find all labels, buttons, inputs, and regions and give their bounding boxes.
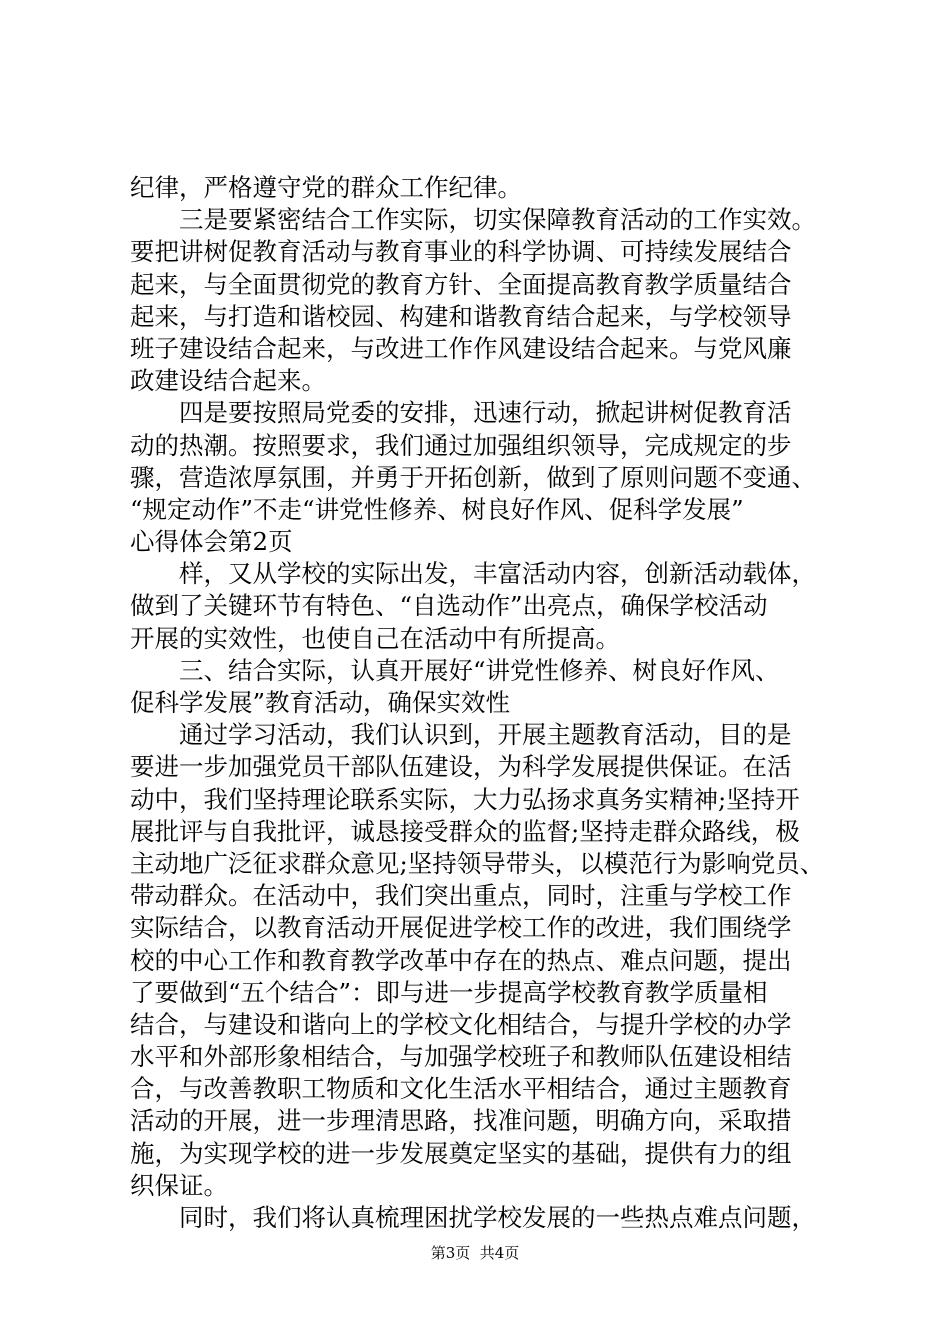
- text-line: 带动群众。在活动中，我们突出重点，同时，注重与学校工作: [130, 881, 792, 911]
- text-line: 骤，营造浓厚氛围，并勇于开拓创新，做到了原则问题不变通、: [130, 462, 816, 492]
- text-line: 四是要按照局党委的安排，迅速行动，掀起讲树促教育活: [179, 398, 792, 428]
- text-line: 促科学发展”教育活动，确保实效性: [130, 688, 511, 717]
- text-line: 校的中心工作和教育教学改革中存在的热点、难点问题，提出: [130, 945, 792, 975]
- text-line: 动中，我们坚持理论联系实际，大力弘扬求真务实精神;坚持开: [130, 784, 800, 814]
- text-line: 心得体会第2页: [130, 527, 293, 557]
- text-line: 结合，与建设和谐向上的学校文化相结合，与提升学校的办学: [130, 1009, 792, 1039]
- text-line: 同时，我们将认真梳理困扰学校发展的一些热点难点问题，: [179, 1203, 816, 1232]
- text-line: 水平和外部形象相结合，与加强学校班子和教师队伍建设相结: [130, 1042, 792, 1072]
- text-line: 活动的开展，进一步理清思路，找准问题，明确方向，采取措: [130, 1106, 792, 1136]
- text-line: 纪律，严格遵守党的群众工作纪律。: [130, 173, 522, 202]
- text-line: 做到了关键环节有特色、“自选动作”出亮点，确保学校活动: [130, 591, 768, 621]
- page-footer: 第3页 共4页: [430, 1244, 520, 1262]
- text-line: 三是要紧密结合工作实际，切实保障教育活动的工作实效。: [179, 205, 816, 235]
- text-line: 合，与改善教职工物质和文化生活水平相结合，通过主题教育: [130, 1074, 792, 1104]
- text-line: 要把讲树促教育活动与教育事业的科学协调、可持续发展结合: [130, 237, 792, 267]
- text-line: 施，为实现学校的进一步发展奠定坚实的基础，提供有力的组: [130, 1138, 792, 1168]
- text-line: 开展的实效性，也使自己在活动中有所提高。: [130, 623, 620, 653]
- text-line: 起来，与打造和谐校园、构建和谐教育结合起来，与学校领导: [130, 301, 792, 331]
- text-line: “规定动作”不走“讲党性修养、树良好作风、促科学发展”: [130, 494, 744, 524]
- text-line: 要进一步加强党员干部队伍建设，为科学发展提供保证。在活: [130, 752, 792, 782]
- text-line: 动的热潮。按照要求，我们通过加强组织领导，完成规定的步: [130, 430, 792, 460]
- text-line: 样，又从学校的实际出发，丰富活动内容，创新活动载体，: [179, 559, 816, 589]
- text-line: 实际结合，以教育活动开展促进学校工作的改进，我们围绕学: [130, 913, 792, 943]
- text-line: 班子建设结合起来，与改进工作作风建设结合起来。与党风廉: [130, 333, 792, 363]
- text-line: 起来，与全面贯彻党的教育方针、全面提高教育教学质量结合: [130, 269, 792, 299]
- text-line: 主动地广泛征求群众意见;坚持领导带头，以模范行为影响党员、: [130, 848, 825, 878]
- text-line: 政建设结合起来。: [130, 366, 326, 396]
- text-line: 展批评与自我批评，诚恳接受群众的监督;坚持走群众路线，极: [130, 816, 800, 846]
- text-line: 了要做到“五个结合”：即与进一步提高学校教育教学质量相: [130, 977, 768, 1007]
- text-line: 织保证。: [130, 1170, 228, 1200]
- text-line: 通过学习活动，我们认识到，开展主题教育活动，目的是: [179, 720, 792, 750]
- document-body: [130, 172, 830, 1234]
- text-line: 三、结合实际，认真开展好“讲党性修养、树良好作风、: [179, 655, 780, 685]
